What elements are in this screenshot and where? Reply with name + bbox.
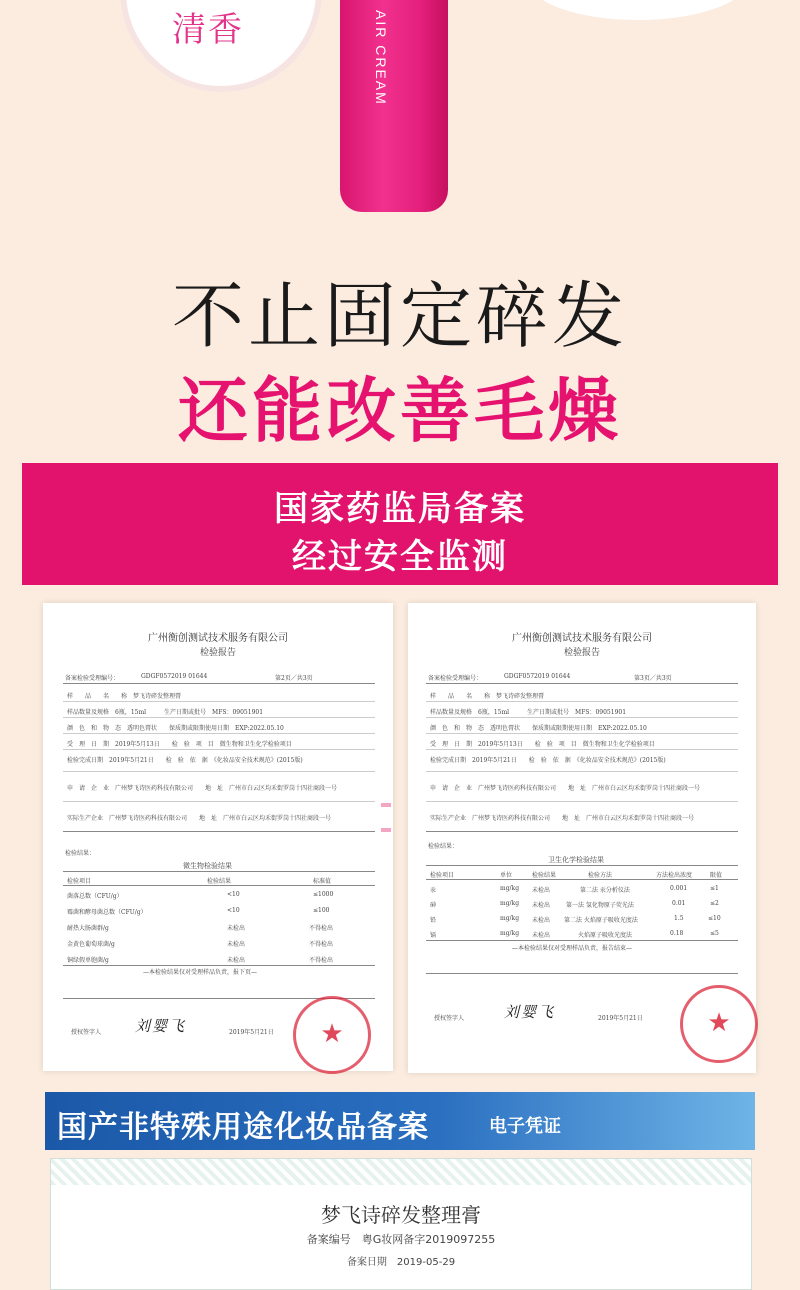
table-cell: 铅 [430,917,437,924]
report-row: 样 品 名 称 梦飞诗碎发整理膏 [67,693,182,700]
table-head: 限值 [710,872,723,879]
headline-primary: 不止固定碎发 [171,274,628,358]
table-cell: 0.01 [672,900,686,907]
report-row: 样品数量及规格 6瓶，15ml 生产日期或批号 MFS：09051901 [430,709,627,716]
report-row: 实际生产企业 广州梦飞诗医药科技有限公司 地 址 广州市白云区均禾街罗岗十四社商段一号 [430,815,695,822]
result-label: 检验结果： [65,850,96,857]
table-head: 检验项目 [430,872,455,879]
certification-banner [22,463,778,585]
report-number-label: 备案检验受理编号： [428,675,483,682]
table-cell: 不得检出 [309,957,334,964]
report-page: 第2页／共3页 [275,675,313,682]
headline-secondary: 还能改善毛燥 [178,370,622,452]
report-title: 检验报告 [563,648,600,658]
certificate-body [50,1158,752,1290]
table-cell: 未检出 [227,925,246,932]
certificate-header-title: 国产非特殊用途化妆品备案 [57,1110,429,1145]
table-cell: 不得检出 [309,941,334,948]
report-page: 第3页／共3页 [634,675,672,682]
certificate-header [45,1092,755,1150]
report-number: GDGF0572019 01644 [141,673,208,680]
report-footer-note: —本检验结果仅对受理样品负责，报告结束— [512,945,633,952]
report-row: 申 请 企 业 广州梦飞诗医药科技有限公司 地 址 广州市白云区均禾街罗岗十四社商段一号 [430,785,701,792]
banner-line-1: 国家药监局备案 [274,489,526,529]
table-cell: 霉菌和酵母菌总数（CFU/g） [67,909,147,916]
table-cell: 未检出 [532,917,551,924]
table-cell: ≤10 [708,915,721,922]
table-cell: mg/kg [500,900,520,907]
report-number-label: 备案检验受理编号： [65,675,120,682]
table-cell: 未检出 [532,932,551,939]
table-cell: ≤1 [710,885,719,892]
table-cell: 火焰原子吸收光度法 [578,932,633,939]
table-head: 单位 [500,872,513,879]
table-cell: 第二法 汞分析仪法 [580,887,630,894]
report-row: 实际生产企业 广州梦飞诗医药科技有限公司 地 址 广州市白云区均禾街罗岗十四社商段一号 [67,815,332,822]
certificate-product-name: 梦飞诗碎发整理膏 [321,1203,481,1227]
table-cell: ≤100 [313,907,330,914]
table-cell: 耐热大肠菌群/g [67,925,109,932]
signer-label: 授权签字人 [434,1015,465,1022]
tube-label: AIR CREAM [373,10,389,106]
table-cell: mg/kg [500,915,520,922]
decorative-ellipse [528,0,748,20]
table-cell: 菌落总数（CFU/g） [67,893,123,900]
table-cell: 铜绿假单胞菌/g [67,957,109,964]
table-cell: ≤2 [710,900,719,907]
certificate-header-tag: 电子凭证 [489,1116,561,1137]
table-title: 卫生化学检验结果 [548,856,604,864]
product-tube-image [340,0,448,212]
report-row: 受 理 日 期 2019年5月13日 检 验 项 目 微生物和卫生化学检验项目 [67,741,292,748]
report-date: 2019年5月21日 [229,1029,274,1036]
table-cell: 镉 [430,932,437,939]
signer-label: 授权签字人 [71,1029,102,1036]
table-cell: 汞 [430,887,437,894]
table-cell: 第一法 氢化物原子荧光法 [566,902,634,909]
fragrance-badge-text: 清香 [172,10,244,50]
table-cell: <10 [227,907,240,914]
report-row: 颜 色 和 物 态 透明色膏状 保质期或限期使用日期 EXP:2022.05.10 [67,725,284,732]
report-row: 颜 色 和 物 态 透明色膏状 保质期或限期使用日期 EXP:2022.05.10 [430,725,647,732]
report-row: 申 请 企 业 广州梦飞诗医药科技有限公司 地 址 广州市白云区均禾街罗岗十四社商段一号 [67,785,338,792]
security-pattern [51,1159,751,1185]
report-row: 检验完成日期 2019年5月21日 检 验 依 据 《化妆品安全技术规范》(2015版) [430,757,666,764]
table-cell: 0.18 [670,930,684,937]
table-cell: 1.5 [674,915,684,922]
table-cell: 未检出 [227,957,246,964]
report-number: GDGF0572019 01644 [504,673,571,680]
report-title: 检验报告 [199,648,236,658]
table-cell: 未检出 [532,887,551,894]
report-row: 受 理 日 期 2019年5月13日 检 验 项 目 微生物和卫生化学检验项目 [430,741,655,748]
table-cell: mg/kg [500,930,520,937]
table-head: 方法检出浓度 [656,872,693,879]
table-cell: ≤1000 [313,891,334,898]
report-row: 样品数量及规格 6瓶，15ml 生产日期或批号 MFS：09051901 [67,709,264,716]
report-row: 检验完成日期 2019年5月21日 检 验 依 据 《化妆品安全技术规范》(2015版) [67,757,303,764]
report-company: 广州衡创测试技术服务有限公司 [512,633,652,644]
table-head-result: 检验结果 [207,878,232,885]
result-label: 检验结果： [428,843,459,850]
table-cell: 不得检出 [309,925,334,932]
table-head: 检验方法 [588,872,613,879]
signature: 刘婴飞 [504,1003,556,1021]
table-cell: 砷 [430,902,437,909]
table-cell: 金黄色葡萄球菌/g [67,941,115,948]
table-head-item: 检验项目 [67,878,92,885]
table-cell: 未检出 [227,941,246,948]
report-date: 2019年5月21日 [598,1015,643,1022]
table-cell: 未检出 [532,902,551,909]
table-cell: <10 [227,891,240,898]
table-cell: 第二法 火焰原子吸收光度法 [564,917,638,924]
report-company: 广州衡创测试技术服务有限公司 [148,633,288,644]
test-report-right [408,603,756,1073]
report-footer-note: —本检验结果仅对受理样品负责，报下页— [143,969,258,976]
red-seal-stamp: ★ [680,985,758,1063]
table-head-standard: 标准值 [313,878,332,885]
table-head: 检验结果 [532,872,557,879]
signature: 刘婴飞 [135,1017,187,1035]
certificate-record-number: 备案编号 粤G妆网备字2019097255 [306,1233,496,1246]
table-cell: mg/kg [500,885,520,892]
table-title: 微生物检验结果 [183,862,232,870]
red-seal-stamp: ★ [293,996,371,1074]
certificate-record-date: 备案日期 2019-05-29 [346,1257,456,1268]
report-row: 样 品 名 称 梦飞诗碎发整理膏 [430,693,545,700]
table-cell: ≤5 [710,930,719,937]
table-cell: 0.001 [670,885,688,892]
test-report-left [43,603,393,1071]
banner-line-2: 经过安全监测 [292,537,508,577]
